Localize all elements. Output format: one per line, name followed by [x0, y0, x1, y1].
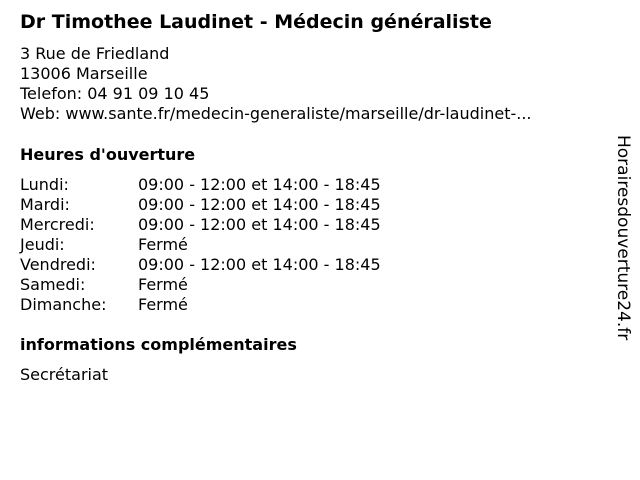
- additional-info-heading: informations complémentaires: [20, 335, 297, 354]
- hours-row-friday: [20, 255, 381, 275]
- hours-value: 09:00 - 12:00 et 14:00 - 18:45: [138, 195, 381, 214]
- street-address: 3 Rue de Friedland: [20, 44, 170, 63]
- day-label: Samedi:: [20, 275, 86, 294]
- page-title: Dr Timothee Laudinet - Médecin généraliste: [20, 11, 492, 33]
- hours-value: 09:00 - 12:00 et 14:00 - 18:45: [138, 175, 381, 194]
- hours-value: 09:00 - 12:00 et 14:00 - 18:45: [138, 255, 381, 274]
- watermark-text: Horairesdouverture24.fr: [613, 135, 633, 341]
- day-label: Dimanche:: [20, 295, 107, 314]
- hours-row-thursday: [20, 235, 381, 255]
- day-label: Jeudi:: [20, 235, 65, 254]
- phone-number: Telefon: 04 91 09 10 45: [20, 84, 210, 103]
- hours-row-saturday: [20, 275, 381, 295]
- city-address: 13006 Marseille: [20, 64, 148, 83]
- hours-value: 09:00 - 12:00 et 14:00 - 18:45: [138, 215, 381, 234]
- hours-value: Fermé: [138, 275, 188, 294]
- day-label: Lundi:: [20, 175, 69, 194]
- additional-info-text: Secrétariat: [20, 365, 109, 384]
- day-label: Vendredi:: [20, 255, 96, 274]
- hours-row-sunday: [20, 295, 381, 315]
- opening-hours-list: [20, 175, 381, 315]
- day-label: Mercredi:: [20, 215, 95, 234]
- hours-value: Fermé: [138, 235, 188, 254]
- day-label: Mardi:: [20, 195, 70, 214]
- address-block: [20, 44, 532, 124]
- hours-row-wednesday: [20, 215, 381, 235]
- opening-hours-heading: Heures d'ouverture: [20, 145, 196, 164]
- hours-row-tuesday: [20, 195, 381, 215]
- website-url: Web: www.sante.fr/medecin-generaliste/marseille/dr-laudinet-...: [20, 104, 532, 123]
- hours-row-monday: [20, 175, 381, 195]
- hours-value: Fermé: [138, 295, 188, 314]
